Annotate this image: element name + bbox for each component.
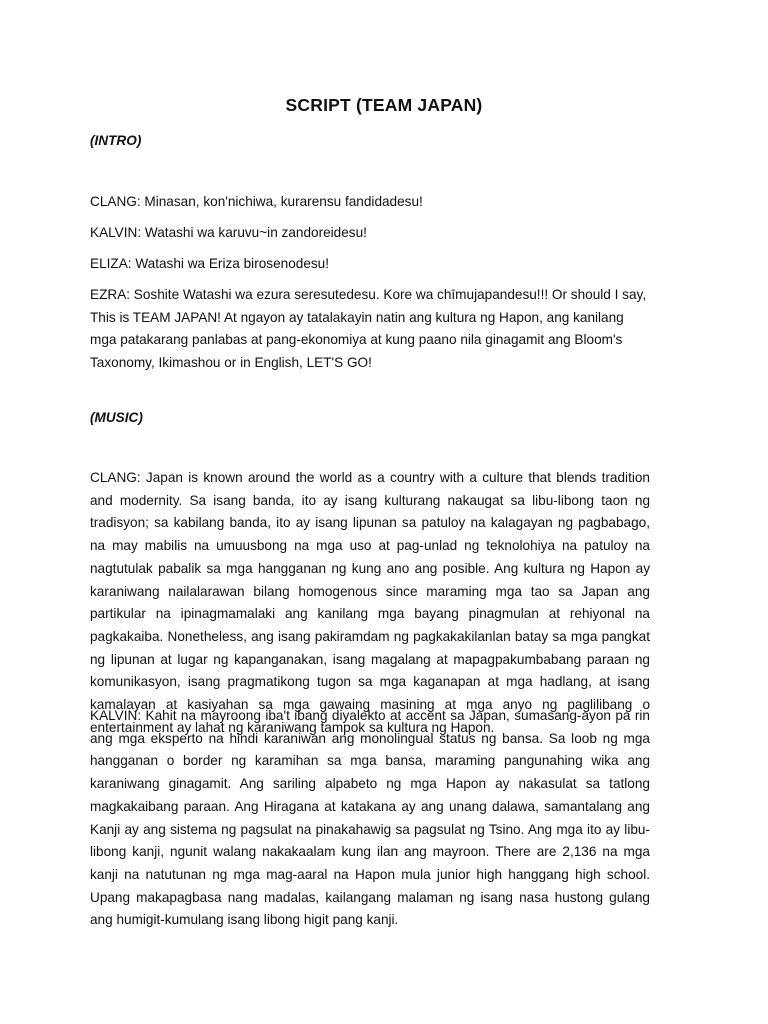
page-title: SCRIPT (TEAM JAPAN) <box>285 95 483 115</box>
line-text: Watashi wa karuvu~in zandoreidesu! <box>141 225 367 240</box>
line-text: Watashi wa Eriza birosenodesu! <box>131 256 330 271</box>
script-line <box>90 253 650 276</box>
script-line <box>90 191 650 214</box>
paragraph-text: Kahit na mayroong iba't ibang diyalekto at accent sa Japan, sumasang-ayon pa rin ang mga eksperto na hindi karaniwan ang monolingual status ng bansa. Sa loob ng mga hangganan o border ng karamihan sa mga bansa, maraming pangunahing wika ang karaniwang ginagamit. Ang sariling alpabeto ng mga Hapon ay nakasulat sa tatlong magkakaibang paraan. Ang Hiragana at katakana ay ang unang dalawa, samantalang ang Kanji ay ang sistema ng pagsulat na pinakahawig sa pagsulat ng Tsino. Ang mga ito ay libu-libong kanji, ngunit walang nakakaalam kung ilan ang mayroon. There are 2,136 na mga kanji na natutunan ng mga mag-aaral na Hapon mula junior high hanggang high school. Upang makapagbasa nang madalas, kailangang malaman ng isang nasa hustong gulang ang humigit-kumulang isang libong higit pang kanji. <box>90 708 650 928</box>
script-line <box>90 222 650 245</box>
speaker-label: EZRA: <box>90 287 131 302</box>
script-paragraph <box>90 467 650 739</box>
script-line <box>90 284 650 375</box>
intro-heading: (INTRO) <box>90 133 142 148</box>
script-paragraph <box>90 705 650 932</box>
speaker-label: CLANG: <box>90 470 141 485</box>
speaker-label: KALVIN: <box>90 708 142 723</box>
line-text: Soshite Watashi wa ezura seresutedesu. Kore wa chīmujapandesu!!! Or should I say, This is TEAM JAPAN! At ngayon ay tatalakayin natin ang kultura ng Hapon, ang kanilang mga patakarang panlabas at pang-ekonomiya at kung paano nila ginagamit ang Bloom's Taxonomy, Ikimashou or in English, LET'S GO! <box>90 287 647 371</box>
speaker-label: ELIZA: <box>90 256 132 271</box>
paragraph-text: Japan is known around the world as a country with a culture that blends tradition and modernity. Sa isang banda, ito ay isang kulturang nakaugat sa libu-libong taon ng tradisyon; sa kabilang banda, ito ay isang lipunan sa patuloy na kalagayan ng pagbabago, na may mabilis na umuusbong na mga uso at pag-unlad ng teknolohiya na patuloy na nagtutulak pabalik sa mga hangganan ng kung ano ang posible. Ang kultura ng Hapon ay karaniwang nailalarawan bilang homogenous since maraming mga tao sa Japan ang partikular na ipinagmamalaki ang kanilang mga bayang pinagmulan at rehiyonal na pagkakaiba. Nonetheless, ang isang pakiramdam ng pagkakakilanlan batay sa mga pangkat ng lipunan at lugar ng kapanganakan, isang magalang at mapagpakumbabang paraan ng komunikasyon, isang pragmatikong tugon sa mga kaganapan at mga hadlang, at isang kamalayan at kasiyahan sa mga gawaing masining at mga anyo ng paglilibang o entertainment ay lahat ng karaniwang tampok sa kultura ng Hapon. <box>90 470 650 735</box>
music-heading: (MUSIC) <box>90 410 143 425</box>
speaker-label: KALVIN: <box>90 225 142 240</box>
line-text: Minasan, kon'nichiwa, kurarensu fandidadesu! <box>140 194 423 209</box>
speaker-label: CLANG: <box>90 194 141 209</box>
